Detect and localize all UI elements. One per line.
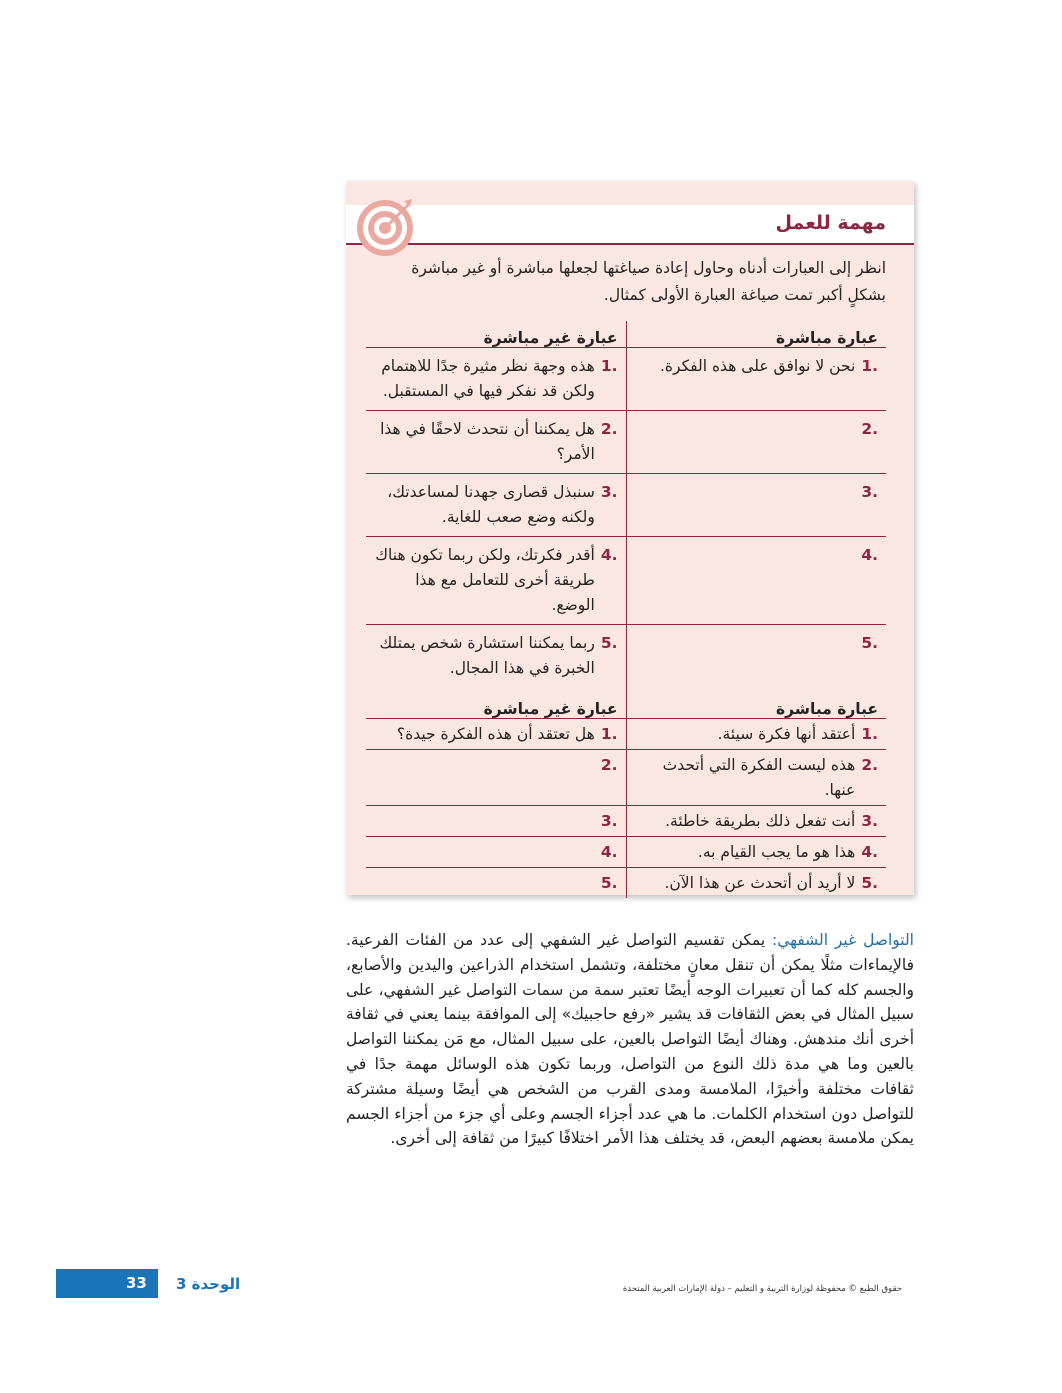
task-intro: انظر إلى العبارات أدناه وحاول إعادة صياغتها لجعلها مباشرة أو غير مباشرة بشكلٍ أكبر تمت صياغة العبارة الأولى كمثال. — [411, 259, 886, 304]
row-number: .2 — [600, 755, 618, 774]
cell-indirect — [366, 473, 626, 536]
row-number: .4 — [600, 842, 618, 861]
header-direct: عبارة مباشرة — [626, 686, 886, 718]
row-number: .1 — [600, 356, 618, 375]
row-number: .4 — [861, 545, 878, 564]
cell-indirect — [366, 867, 626, 898]
table-row — [366, 805, 886, 836]
cell-indirect — [366, 836, 626, 867]
row-number: .5 — [600, 873, 618, 892]
row-number: .3 — [600, 482, 618, 501]
cell-indirect — [366, 347, 626, 410]
cell-direct — [626, 718, 886, 749]
cell-direct — [626, 867, 886, 898]
cell-direct — [626, 805, 886, 836]
header-indirect: عبارة غير مباشرة — [366, 686, 626, 718]
cell-text — [372, 840, 595, 865]
cell-text — [633, 631, 856, 656]
table-direct-indirect-1 — [366, 321, 886, 687]
body-keyword: التواصل غير الشفهي: — [772, 931, 914, 949]
body-paragraph — [346, 928, 914, 1151]
cell-text: نحن لا نوافق على هذه الفكرة. — [659, 356, 856, 375]
target-icon — [354, 195, 416, 257]
row-number: .4 — [600, 545, 618, 564]
cell-text: هذه وجهة نظر مثيرة جدًا للاهتمام ولكن قد نفكر فيها في المستقبل. — [381, 356, 595, 400]
task-box — [346, 181, 914, 895]
unit-label: الوحدة 3 — [176, 1275, 241, 1293]
cell-indirect — [366, 805, 626, 836]
cell-direct — [626, 410, 886, 473]
table-row — [366, 624, 886, 687]
cell-text: هذه ليست الفكرة التي أتحدث عنها. — [662, 755, 856, 799]
cell-direct — [626, 536, 886, 624]
cell-direct — [626, 473, 886, 536]
row-number: .2 — [600, 419, 618, 438]
cell-direct — [626, 624, 886, 687]
cell-text — [372, 809, 595, 834]
row-number: .2 — [861, 755, 878, 774]
row-number: .2 — [861, 419, 878, 438]
cell-indirect — [366, 536, 626, 624]
cell-text: أنت تفعل ذلك بطريقة خاطئة. — [665, 811, 856, 830]
row-number: .3 — [861, 811, 878, 830]
copyright-notice: حقوق الطبع © محفوظة لوزارة التربية و التعليم – دولة الإمارات العربية المتحدة — [622, 1284, 902, 1294]
header-direct: عبارة مباشرة — [626, 321, 886, 347]
cell-indirect — [366, 624, 626, 687]
cell-indirect — [366, 410, 626, 473]
cell-text: ربما يمكننا استشارة شخص يمتلك الخبرة في هذا المجال. — [379, 633, 595, 677]
cell-text: أقدر فكرتك، ولكن ربما تكون هناك طريقة أخرى للتعامل مع هذا الوضع. — [375, 545, 595, 614]
cell-text: هذا هو ما يجب القيام به. — [697, 842, 856, 861]
cell-direct — [626, 749, 886, 805]
page-number: 33 — [126, 1274, 147, 1292]
cell-text — [633, 480, 856, 505]
cell-text: سنبذل قصارى جهدنا لمساعدتك، ولكنه وضع صعب للغاية. — [387, 482, 595, 526]
cell-text — [633, 417, 856, 442]
cell-text — [372, 753, 595, 778]
table-row — [366, 867, 886, 898]
table-row — [366, 836, 886, 867]
cell-indirect — [366, 718, 626, 749]
cell-text: لا أريد أن أتحدث عن هذا الآن. — [664, 873, 856, 892]
row-number: .1 — [861, 356, 878, 375]
row-number: .3 — [861, 482, 878, 501]
header-indirect: عبارة غير مباشرة — [366, 321, 626, 347]
row-number: .1 — [861, 724, 878, 743]
row-number: .5 — [600, 633, 618, 652]
task-header — [346, 205, 914, 245]
cell-text: هل تعتقد أن هذه الفكرة جيدة؟ — [396, 724, 595, 743]
row-number: .1 — [600, 724, 618, 743]
table-row — [366, 473, 886, 536]
row-number: .4 — [861, 842, 878, 861]
table-row — [366, 347, 886, 410]
cell-direct — [626, 347, 886, 410]
table-row — [366, 718, 886, 749]
table-row — [366, 536, 886, 624]
table-row — [366, 749, 886, 805]
table-direct-indirect-2 — [366, 686, 886, 898]
body-text: يمكن تقسيم التواصل غير الشفهي إلى عدد من الفئات الفرعية. فالإيماءات مثلًا يمكن أن تنقل معانٍ مختلفة، وتشمل استخدام الذراعين واليدين والأصابع، والجسم كله كما أن تعبيرات الوجه أيضًا تعتبر سمة من سمات التواصل غير الشفهي، على سبيل المثال في بعض الثقافات قد يشير «رفع حاجبيك» إلى الموافقة بينما يعني في ثقافة أخرى أنك مندهش. وهناك أيضًا التواصل بالعين، على سبيل المثال، مع مَن يمكننا التواصل بالعين وما هي مدة ذلك النوع من التواصل، وربما تكون هذه الوسائل مهمة جدًا في ثقافات مختلفة وأخيرًا، الملامسة ومدى القرب من الشخص هي أيضًا وسيلة مشتركة للتواصل دون استخدام الكلمات. ما هي عدد أجزاء الجسم وعلى أي جزء من أجزاء الجسم يمكن ملامسة بعضهم البعض، قد يختلف هذا الأمر اختلافًا كبيرًا من ثقافة إلى أخرى. — [346, 931, 914, 1148]
cell-text — [633, 543, 856, 568]
row-number: .3 — [600, 811, 618, 830]
cell-direct — [626, 836, 886, 867]
row-number: .5 — [861, 633, 878, 652]
cell-indirect — [366, 749, 626, 805]
cell-text — [372, 871, 595, 896]
table-row — [366, 410, 886, 473]
cell-text: أعتقد أنها فكرة سيئة. — [717, 724, 856, 743]
task-title: مهمة للعمل — [775, 212, 886, 234]
row-number: .5 — [861, 873, 878, 892]
cell-text: هل يمكننا أن نتحدث لاحقًا في هذا الأمر؟ — [380, 419, 595, 463]
